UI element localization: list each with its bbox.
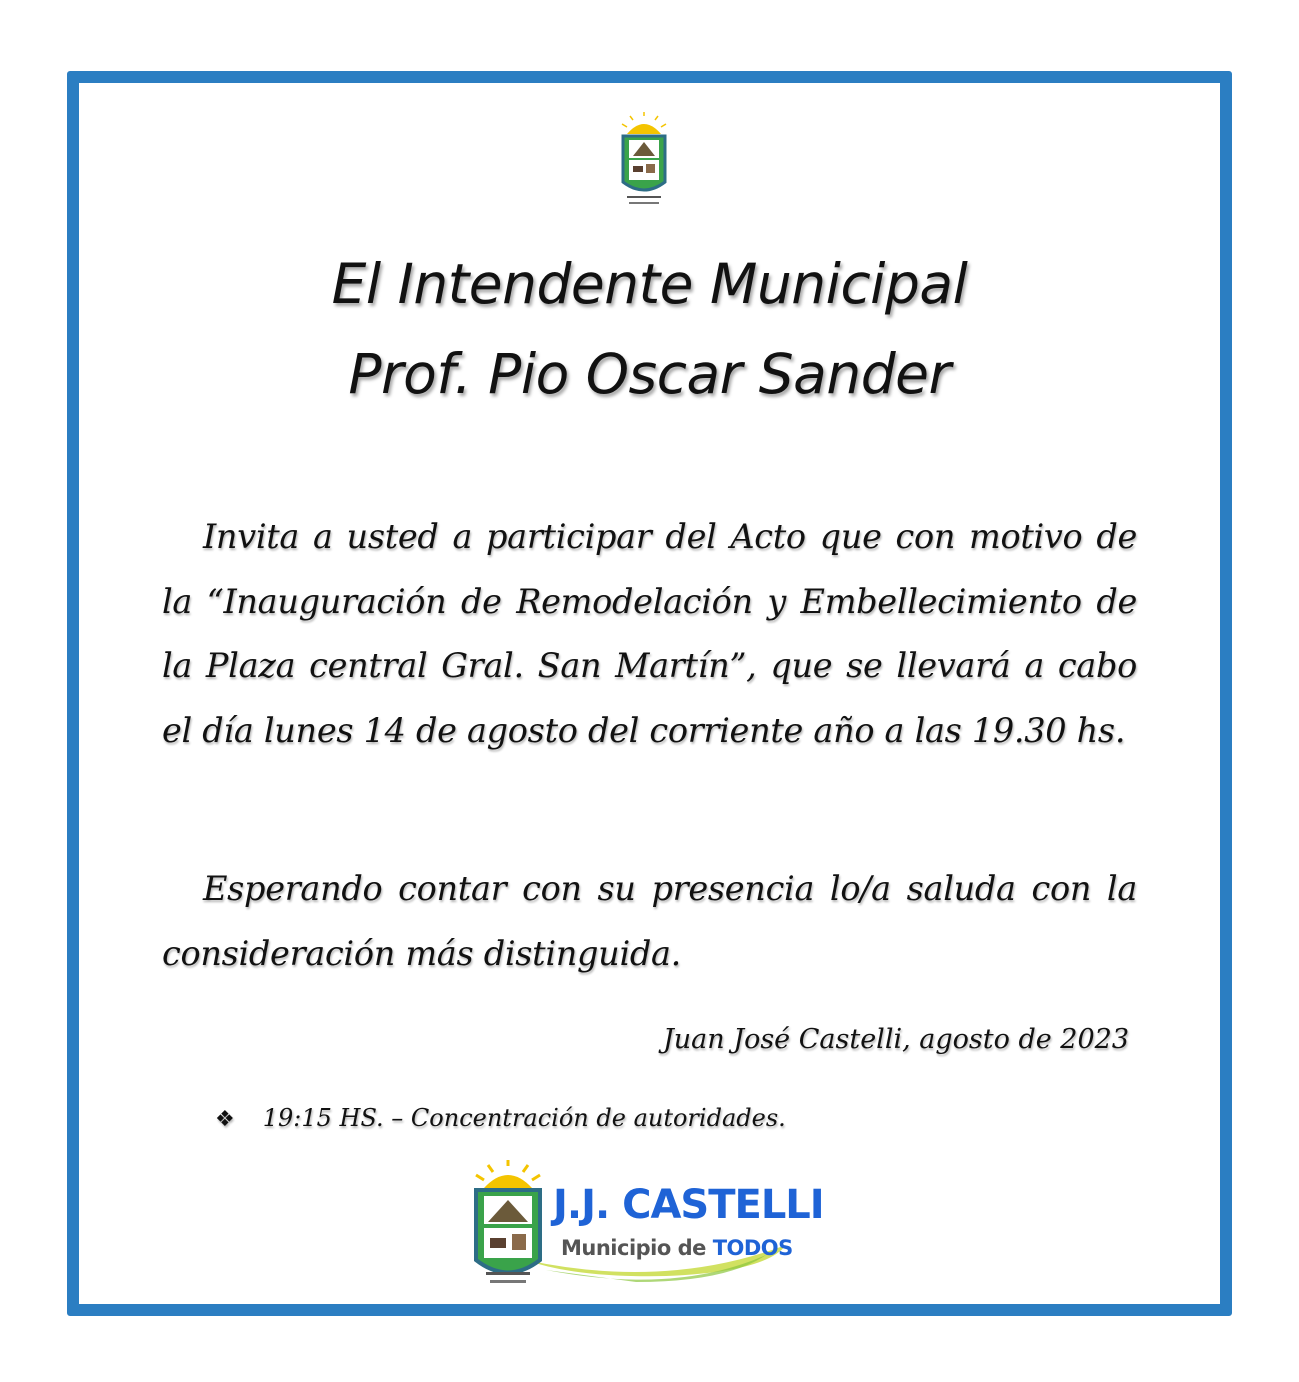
closing-paragraph-text: Esperando contar con su presencia lo/a saluda con la consideración más distinguida. [162,869,1137,973]
schedule-item-text: 19:15 HS. – Concentración de autoridades. [262,1104,786,1132]
place-date-signature: Juan José Castelli, agosto de 2023 [662,1024,1129,1055]
logo-subtitle-accent: TODOS [712,1236,793,1260]
invitation-paragraph-text: Invita a usted a participar del Acto que con motivo de la “Inauguración de Remodelación y Embellecimiento de la Plaza central Gral. San Martín”, que se llevará a cabo el día lunes 14 de agosto del corriente año a las 19.30 hs. [162,517,1137,750]
coat-of-arms-icon [619,112,669,210]
schedule-item [215,1104,786,1132]
logo-subtitle-prefix: Municipio de [561,1236,706,1260]
title-line-2: Prof. Pio Oscar Sander [348,342,951,406]
closing-paragraph [162,857,1137,986]
invitation-paragraph [162,505,1137,763]
municipality-logo [466,1160,836,1290]
logo-subtitle [561,1236,793,1260]
logo-title: J.J. CASTELLI [553,1182,824,1228]
four-diamond-bullet-icon: ❖ [215,1107,235,1132]
title-line-1: El Intendente Municipal [331,252,968,316]
